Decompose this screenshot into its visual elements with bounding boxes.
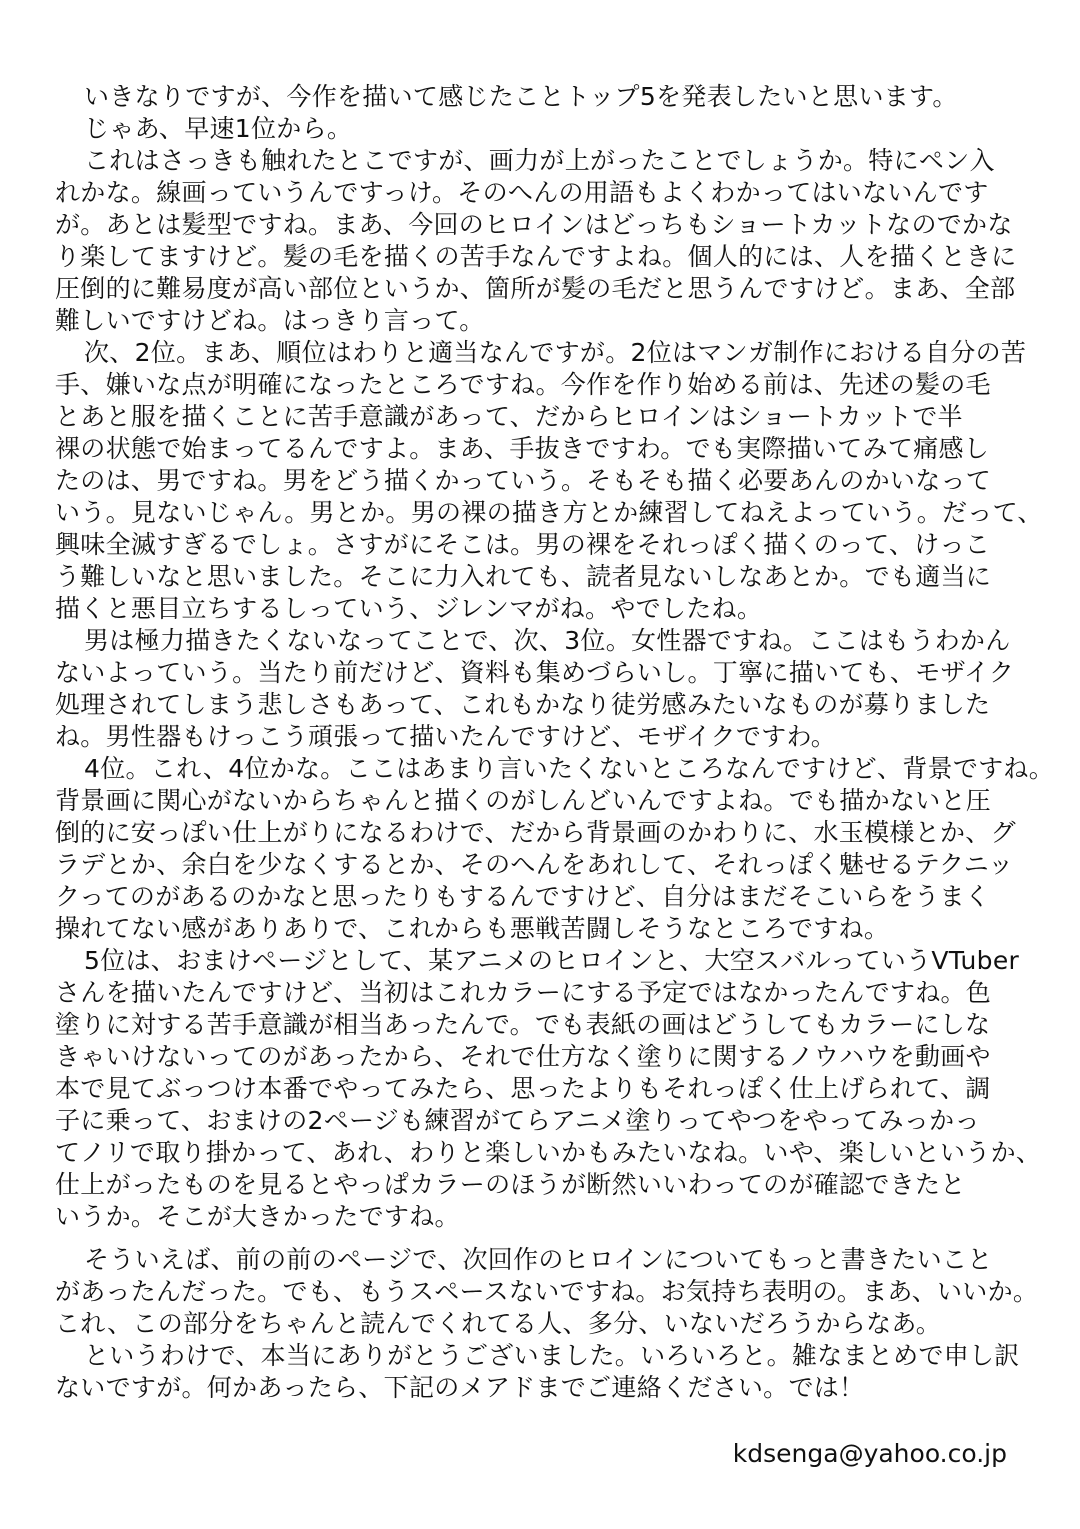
text-line: 興味全滅すぎるでしょ。さすがにそこは。男の裸をそれっぽく描くのって、けっこ: [55, 530, 991, 559]
text-line: これ、この部分をちゃんと読んでくれてる人、多分、いないだろうからなあ。: [55, 1309, 942, 1338]
paragraph: [55, 945, 1045, 1233]
paragraph: [55, 113, 1045, 145]
text-line: 背景画に関心がないからちゃんと描くのがしんどいんですよね。でも描かないと圧: [55, 786, 992, 815]
text-line: 4位。これ、4位かな。ここはあまり言いたくないところなんですけど、背景ですね。: [84, 754, 1055, 783]
text-line: そういえば、前の前のページで、次回作のヒロインについてもっと書きたいこと: [84, 1245, 993, 1274]
text-line: 仕上がったものを見るとやっぱカラーのほうが断然いいわってのが確認できたと: [55, 1170, 966, 1199]
text-line: 5位は、おまけページとして、某アニメのヒロインと、大空スバルっていうVTuber: [84, 946, 1020, 975]
text-line: 子に乗って、おまけの2ページも練習がてらアニメ塗りってやつをやってみっかっ: [55, 1106, 980, 1135]
text-line: たのは、男ですね。男をどう描くかっていう。そもそも描く必要あんのかいなって: [55, 466, 992, 495]
paragraph: [55, 753, 1055, 945]
text-line: 描くと悪目立ちするしっていう、ジレンマがね。やでしたね。: [55, 594, 763, 623]
text-line: ラデとか、余白を少なくするとか、そのへんをあれして、それっぽく魅せるテクニッ: [55, 850, 1014, 879]
text-line: きゃいけないってのがあったから、それで仕方なく塗りに関するノウハウを動画や: [55, 1042, 991, 1071]
paragraph: [55, 337, 1045, 625]
text-line: いうか。そこが大きかったですね。: [55, 1202, 460, 1231]
document-body: [55, 81, 1055, 1404]
text-line: ね。男性器もけっこう頑張って描いたんですけど、モザイクですわ。: [55, 722, 837, 751]
text-line: というわけで、本当にありがとうございました。いろいろと。雑なまとめで申し訳: [84, 1341, 1020, 1370]
text-line: ないよっていう。当たり前だけど、資料も集めづらいし。丁寧に描いても、モザイク: [55, 658, 1015, 687]
main-section: [55, 81, 1055, 1233]
text-line: 手、嫌いな点が明確になったところですね。今作を作り始める前は、先述の髪の毛: [55, 370, 991, 399]
text-line: いう。見ないじゃん。男とか。男の裸の描き方とか練習してねえよっていう。だって、: [55, 498, 1043, 527]
text-line: 本で見てぶっつけ本番でやってみたら、思ったよりもそれっぽく仕上げられて、調: [55, 1074, 991, 1103]
text-line: 操れてない感がありありで、これからも悪戦苦闘しそうなところですね。: [55, 914, 890, 943]
contact-email: kdsenga@yahoo.co.jp: [732, 1439, 1007, 1468]
text-line: り楽してますけど。髪の毛を描くの苦手なんですよね。個人的には、人を描くときに: [55, 242, 1017, 271]
text-line: クってのがあるのかなと思ったりもするんですけど、自分はまだそこいらをうまく: [55, 882, 991, 911]
text-line: いきなりですが、今作を描いて感じたことトップ5を発表したいと思います。: [84, 82, 958, 111]
text-line: があったんだった。でも、もうスペースないですね。お気持ち表明の。まあ、いいか。: [55, 1277, 1039, 1306]
text-line: 処理されてしまう悲しさもあって、これもかなり徒労感みたいなものが募りました: [55, 690, 991, 719]
text-line: とあと服を描くことに苦手意識があって、だからヒロインはショートカットで半: [55, 402, 963, 431]
paragraph: [55, 625, 1045, 753]
text-line: 圧倒的に難易度が高い部位というか、箇所が髪の毛だと思うんですけど。まあ、全部: [55, 274, 1016, 303]
text-line: が。あとは髪型ですね。まあ、今回のヒロインはどっちもショートカットなのでかな: [55, 210, 1013, 239]
section-gap: [55, 1233, 1045, 1244]
text-line: ないですが。何かあったら、下記のメアドまでご連絡ください。では！: [55, 1373, 865, 1402]
closing-section: [55, 1244, 1045, 1404]
text-line: 倒的に安っぽい仕上がりになるわけで、だから背景画のかわりに、水玉模様とか、グ: [55, 818, 1016, 847]
text-line: てノリで取り掛かって、あれ、わりと楽しいかもみたいなね。いや、楽しいというか、: [55, 1138, 1042, 1167]
paragraph: [55, 1244, 1045, 1340]
text-line: 裸の状態で始まってるんですよ。まあ、手抜きですわ。でも実際描いてみて痛感し: [55, 434, 990, 463]
paragraph: [55, 81, 1045, 113]
text-line: れかな。線画っていうんですっけ。そのへんの用語もよくわかってはいないんです: [55, 178, 989, 207]
paragraph: [55, 1340, 1045, 1404]
text-line: これはさっきも触れたとこですが、画力が上がったことでしょうか。特にペン入: [84, 146, 995, 175]
text-line: 難しいですけどね。はっきり言って。: [55, 306, 485, 335]
text-line: う難しいなと思いました。そこに力入れても、読者見ないしなあとか。でも適当に: [55, 562, 992, 591]
paragraph: [55, 145, 1045, 337]
text-line: 男は極力描きたくないなってことで、次、3位。女性器ですね。ここはもうわかん: [84, 626, 1011, 655]
text-line: 次、2位。まあ、順位はわりと適当なんですが。2位はマンガ制作における自分の苦: [84, 338, 1027, 367]
text-line: さんを描いたんですけど、当初はこれカラーにする予定ではなかったんですね。色: [55, 978, 992, 1007]
text-line: じゃあ、早速1位から。: [84, 114, 353, 143]
text-line: 塗りに対する苦手意識が相当あったんで。でも表紙の画はどうしてもカラーにしな: [55, 1010, 991, 1039]
